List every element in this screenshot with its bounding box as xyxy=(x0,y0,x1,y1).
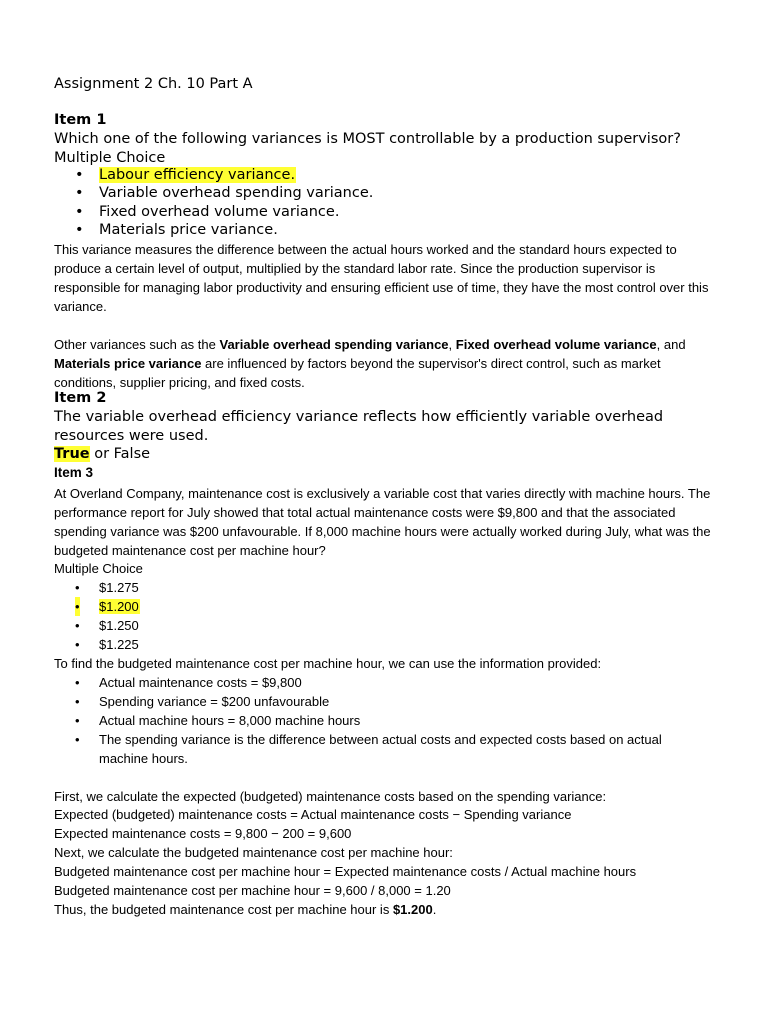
option-label: $1.225 xyxy=(99,637,139,652)
item-2-answer xyxy=(54,445,150,464)
option-label: Variable overhead spending variance. xyxy=(99,185,374,202)
conclusion-prefix: Thus, the budgeted maintenance cost per machine hour is xyxy=(54,902,393,917)
item-3-heading: Item 3 xyxy=(54,465,94,480)
option-label: Materials price variance. xyxy=(99,221,278,238)
step-line: Expected (budgeted) maintenance costs = Actual maintenance costs − Spending variance xyxy=(54,807,572,822)
answer-true-selected[interactable]: True xyxy=(54,446,90,462)
option-label-selected: Labour efficiency variance. xyxy=(99,167,296,183)
option-item[interactable] xyxy=(54,166,718,184)
item-2-heading: Item 2 xyxy=(54,390,107,406)
list-item xyxy=(54,673,718,692)
item-3-question: At Overland Company, maintenance cost is exclusively a variable cost that varies directly with machine hours. The performance report for July showed that total actual maintenance costs were $9,800 and that the associated spending variance was $200 unfavourable. If 8,000 machine hours were actually worked during July, what was the budgeted maintenance cost per machine hour? xyxy=(54,486,711,558)
other-bold-2: Fixed overhead volume variance xyxy=(455,337,657,352)
option-label: $1.275 xyxy=(99,580,139,595)
other-bold-1: Variable overhead spending variance xyxy=(219,337,449,352)
option-label: $1.250 xyxy=(99,618,139,633)
option-item[interactable] xyxy=(54,221,718,239)
item-1-explanation: This variance measures the difference between the actual hours worked and the standard hours expected to produce a certain level of output, multiplied by the standard labor rate. Since the production supervisor is responsible for managing labor productivity and ensuring efficient use of time, they have the most control over this variance. xyxy=(54,242,709,314)
option-item[interactable] xyxy=(54,184,718,202)
option-label-selected: $1.200 xyxy=(99,599,139,614)
fact-text: The spending variance is the difference between actual costs and expected costs based on actual machine hours. xyxy=(99,732,662,766)
list-item xyxy=(54,730,689,768)
option-item[interactable] xyxy=(54,616,718,635)
bullet-icon: • xyxy=(75,713,80,728)
step-line: Budgeted maintenance cost per machine hour = 9,600 / 8,000 = 1.20 xyxy=(54,883,451,898)
option-item[interactable] xyxy=(54,578,718,597)
option-item[interactable] xyxy=(54,203,718,221)
item-1-options xyxy=(54,166,718,239)
document-title: Assignment 2 Ch. 10 Part A xyxy=(54,76,253,92)
conclusion-suffix: . xyxy=(432,902,437,917)
bullet-icon: • xyxy=(75,637,80,652)
list-item xyxy=(54,711,718,730)
conclusion-value: $1.200 xyxy=(392,902,433,917)
bullet-icon: • xyxy=(75,203,84,220)
bullet-icon: • xyxy=(75,167,84,183)
item-3-facts xyxy=(54,673,718,768)
other-sep-1: , xyxy=(448,337,456,352)
bullet-icon: • xyxy=(75,221,84,238)
bullet-icon: • xyxy=(75,185,84,202)
option-item[interactable] xyxy=(54,635,718,654)
item-3-options xyxy=(54,578,718,654)
other-prefix-text: Other variances such as the xyxy=(54,337,220,352)
answer-false-text: or False xyxy=(89,446,151,462)
other-bold-3: Materials price variance xyxy=(54,356,202,371)
bullet-icon: • xyxy=(75,732,80,747)
item-3-intro: To find the budgeted maintenance cost per machine hour, we can use the information provided: xyxy=(54,656,602,671)
item-3-conclusion xyxy=(54,900,436,919)
option-label: Fixed overhead volume variance. xyxy=(99,203,340,220)
item-1-question: Which one of the following variances is MOST controllable by a production supervisor? xyxy=(54,131,681,147)
item-1-other-variances xyxy=(54,335,718,392)
item-3-type-label: Multiple Choice xyxy=(54,561,143,576)
item-1-type-label: Multiple Choice xyxy=(54,150,166,166)
other-suffix-text: are influenced by factors beyond the supervisor's direct control, such as market conditions, supplier pricing, and fixed costs. xyxy=(54,356,661,390)
step-line: First, we calculate the expected (budgeted) maintenance costs based on the spending variance: xyxy=(54,789,607,804)
step-line: Expected maintenance costs = 9,800 − 200 = 9,600 xyxy=(54,826,352,841)
list-item xyxy=(54,692,718,711)
step-line: Next, we calculate the budgeted maintenance cost per machine hour: xyxy=(54,845,453,860)
bullet-icon: • xyxy=(75,694,80,709)
fact-text: Actual machine hours = 8,000 machine hours xyxy=(99,713,361,728)
item-1-heading: Item 1 xyxy=(54,112,107,128)
option-item[interactable] xyxy=(54,597,718,616)
item-2-statement: The variable overhead efficiency variance reflects how efficiently variable overhead resources were used. xyxy=(54,409,664,444)
bullet-icon: • xyxy=(75,599,80,614)
other-sep-2: , and xyxy=(656,337,686,352)
fact-text: Actual maintenance costs = $9,800 xyxy=(99,675,302,690)
bullet-icon: • xyxy=(75,675,80,690)
bullet-icon: • xyxy=(75,580,80,595)
step-line: Budgeted maintenance cost per machine hour = Expected maintenance costs / Actual machine hours xyxy=(54,864,637,879)
bullet-icon: • xyxy=(75,618,80,633)
fact-text: Spending variance = $200 unfavourable xyxy=(99,694,330,709)
